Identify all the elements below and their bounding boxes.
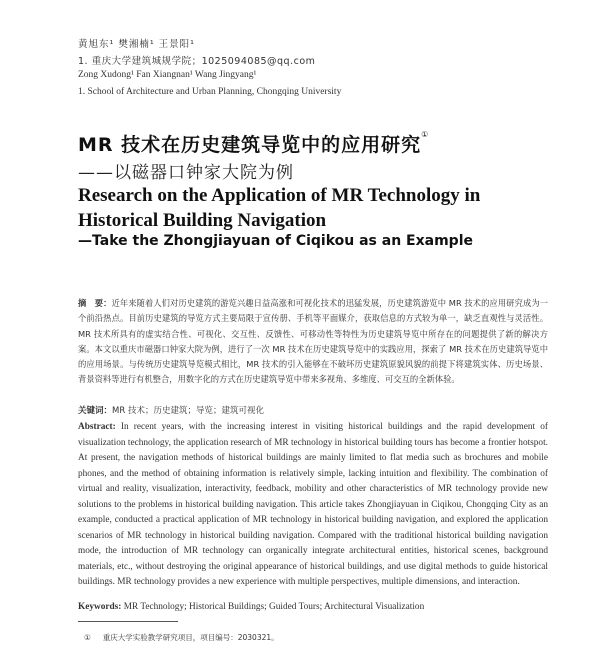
abstract-en-label: Abstract: xyxy=(78,422,116,432)
keywords-en-text: MR Technology; Historical Buildings; Guided Tours; Architectural Visualization xyxy=(123,602,425,612)
keywords-en-label: Keywords: xyxy=(78,602,122,612)
title-cn-text: MR 技术在历史建筑导览中的应用研究 xyxy=(78,134,422,156)
abstract-en-text: In recent years, with the increasing interest in visiting historical buildings and the rapid development of visualization technology, the application research of MR technology in historical building tours has become a frontier hotspot. At present, the navigation methods of historical buildings are mainly limited to flat media such as brochures and mobile phones, and the method of obtaining information is relatively simple, lacking intuition and flexibility. The combination of virtual and reality, visualization, interactivity, feedback, mobility and other characteristics of MR technology provide new solutions to the problems in historical building navigation. This article takes Zhongjiayuan in Ciqikou, Chongqing City as an example, conducted a practical application of MR technology in historical building navigation, and explored the application scenarios of MR technology in historical building navigation. Compared with the traditional historical building navigation mode, the introduction of MR technology can organically integrate architectural entities, historical scenes, background materials, etc., without destroying the original appearance of historical buildings, and use digital methods to guide historical buildings. MR technology provides a new experience with multiple perspectives, multiple dimensions, and interaction. xyxy=(78,422,548,587)
abstract-cn-text: 近年来随着人们对历史建筑的游览兴趣日益高涨和可视化技术的迅猛发展，历史建筑游览中 MR 技术的应用研究成为一个前沿热点。目前历史建筑的导览方式主要局限于宣传册、手机等平面媒介，获取信息的方式较为单一，缺乏直观性与灵活性。MR 技术所具有的虚实结合性、可视化、交互性、反馈性、可移动性等特性为历史建筑导览中所存在的问题提供了新的解决方案。本文以重庆市磁器口钟家大院为例，进行了一次 MR 技术在历史建筑导览中的实践应用，探索了 MR 技术在历史建筑导览中的应用场景。与传统历史建筑导览模式相比，MR 技术的引入能够在不破坏历史建筑原貌风貌的前提下将建筑实体、历史场景、背景资料等进行有机整合，用数字化的方式在历史建筑导览中带来多视角、多维度、可交互的全新体验。 xyxy=(78,298,548,385)
authors-en: Zong Xudong¹ Fan Xiangnan¹ Wang Jingyang¹ xyxy=(78,70,257,80)
title-cn xyxy=(78,130,429,157)
abstract-en xyxy=(78,420,548,591)
affiliation-cn: 1. 重庆大学建筑城规学院；1025094085@qq.com xyxy=(78,56,316,67)
abstract-cn xyxy=(78,296,548,388)
footnote-text: 重庆大学实验教学研究项目，项目编号：2030321。 xyxy=(102,633,279,642)
subtitle-cn: ——以磁器口钟家大院为例 xyxy=(78,163,294,183)
keywords-cn xyxy=(78,404,264,416)
footnote-mark: ① xyxy=(84,633,91,642)
authors-cn: 黄旭东¹ 樊湘楠¹ 王景阳¹ xyxy=(78,39,195,50)
footnote xyxy=(84,632,279,643)
title-en: Research on the Application of MR Technology in Historical Building Navigation xyxy=(78,185,481,231)
keywords-cn-label: 关键词： xyxy=(78,406,113,416)
affiliation-en: 1. School of Architecture and Urban Planning, Chongqing University xyxy=(78,87,342,97)
footnote-divider xyxy=(78,621,178,622)
abstract-cn-label: 摘 要： xyxy=(78,298,112,308)
keywords-en xyxy=(78,602,424,612)
subtitle-en: —Take the Zhongjiayuan of Ciqikou as an Example xyxy=(78,233,474,249)
keywords-cn-text: MR 技术；历史建筑；导览；建筑可视化 xyxy=(112,406,264,416)
title-cn-note: ① xyxy=(421,130,430,139)
